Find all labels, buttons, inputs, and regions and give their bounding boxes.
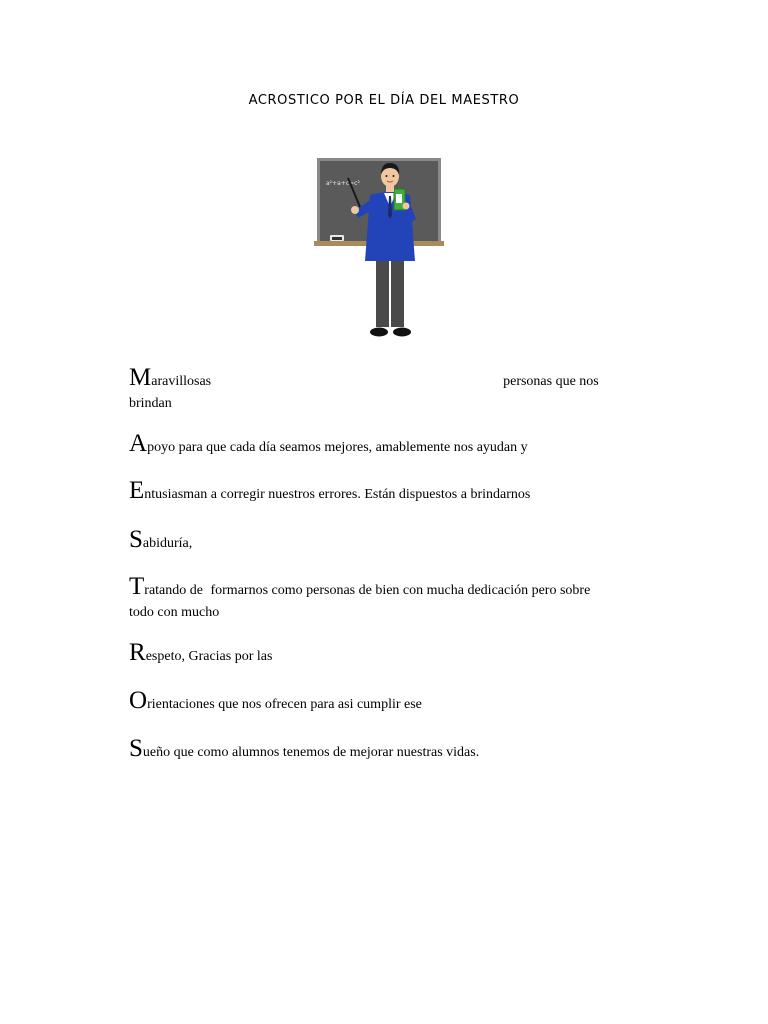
acrostic-letter: M xyxy=(129,364,152,391)
acrostic-letter: T xyxy=(129,573,145,600)
acrostic-letter: R xyxy=(129,639,146,666)
acrostic-text: ntusiasman a corregir nuestros errores. Están dispuestos a brindarnos xyxy=(144,487,531,502)
acrostic-line-r xyxy=(129,639,639,667)
acrostic-line-t-continued xyxy=(129,603,639,623)
acrostic-text: todo con mucho xyxy=(129,605,220,620)
acrostic-line-s2 xyxy=(129,735,639,763)
acrostic-line-e xyxy=(129,477,639,505)
acrostic-letter: S xyxy=(129,526,143,553)
acrostic-text: personas que nos xyxy=(503,374,599,389)
shoe-left xyxy=(370,328,388,337)
acrostic-text: aravillosas xyxy=(151,374,212,389)
hand-left xyxy=(351,206,359,214)
chalk-formula: a²+a+c=c² xyxy=(326,180,360,187)
acrostic-letter: E xyxy=(129,477,145,504)
acrostic-text: rientaciones que nos ofrecen para asi cumplir ese xyxy=(147,697,422,712)
shoe-right xyxy=(393,328,411,337)
trousers-right xyxy=(391,259,404,327)
acrostic-text: formarnos como personas de bien con mucha dedicación pero sobre xyxy=(210,583,591,598)
acrostic-text: ueño que como alumnos tenemos de mejorar nuestras vidas. xyxy=(142,745,480,760)
acrostic-letter: O xyxy=(129,687,148,714)
acrostic-line-t xyxy=(129,573,639,601)
trousers-left xyxy=(376,259,389,327)
acrostic-line-a xyxy=(129,430,639,458)
acrostic-text: brindan xyxy=(129,396,172,411)
acrostic-text: poyo para que cada día seamos mejores, amablemente nos ayudan y xyxy=(147,440,528,455)
acrostic-line-m xyxy=(129,364,639,392)
acrostic-text: ratando de xyxy=(144,583,203,598)
acrostic-letter: S xyxy=(129,735,143,762)
acrostic-letter: A xyxy=(129,430,148,457)
acrostic-line-o xyxy=(129,687,639,715)
document-title: ACROSTICO POR EL DÍA DEL MAESTRO xyxy=(248,93,520,108)
teacher-at-chalkboard-icon xyxy=(312,155,446,343)
acrostic-line-m-continued xyxy=(129,394,639,414)
acrostic-text: abiduría, xyxy=(142,536,193,551)
acrostic-line-s xyxy=(129,526,639,554)
acrostic-text: espeto, Gracias por las xyxy=(145,649,273,664)
hand-right xyxy=(403,203,410,210)
